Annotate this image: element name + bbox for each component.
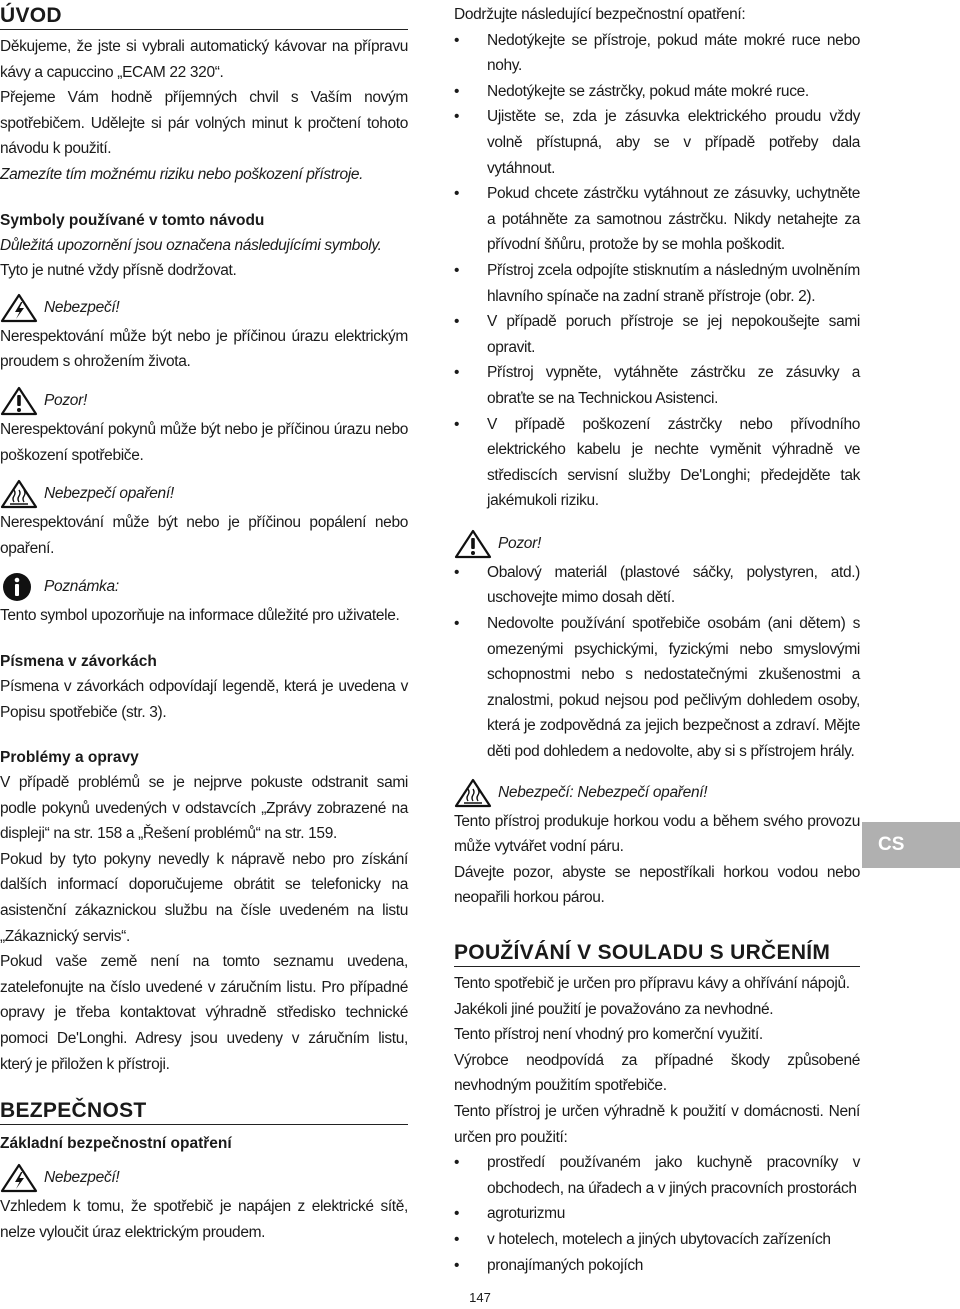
right-burn-row [454, 777, 860, 809]
bullet-icon: • [454, 185, 460, 203]
problems-heading: Problémy a opravy [0, 749, 139, 767]
list-item [454, 360, 860, 411]
danger-label: Nebezpečí! [44, 298, 120, 316]
bullet-icon: • [454, 1154, 460, 1172]
symbols-heading: Symboly používané v tomto návodu [0, 211, 265, 229]
bullet-icon: • [454, 31, 460, 49]
safety-heading: Základní bezpečnostní opatření [0, 1135, 232, 1153]
list-item [454, 412, 860, 514]
list-item [454, 79, 860, 105]
right-caution-label: Pozor! [498, 534, 541, 552]
symbols-intro: Důležitá upozornění jsou označena následujícími symboly. [0, 236, 382, 254]
uvod-paragraph-2: Přejeme Vám hodně příjemných chvil s Vaším novým spotřebičem. Udělejte si pár volných minut k pročtení tohoto návodu k použití. [0, 89, 408, 158]
bullet-icon: • [454, 1205, 460, 1223]
note-symbol-row [0, 571, 408, 603]
bullet-icon: • [454, 1230, 460, 1248]
letters-heading: Písmena v závorkách [0, 652, 157, 670]
bullet-icon: • [454, 261, 460, 279]
usage-paragraph-4: Výrobce neodpovídá za případné škody způsobené nevhodným použitím spotřebiče. [454, 1051, 860, 1095]
list-item-text: pronajímaných pokojích [487, 1256, 644, 1274]
list-item-text: Obalový materiál (plastové sáčky, polystyren, atd.) uschovejte mimo dosah dětí. [487, 563, 860, 607]
language-tab: CS [862, 822, 960, 868]
burn-text: Nerespektování může být nebo je příčinou popálení nebo opaření. [0, 514, 408, 557]
section-title-usage: POUŽÍVÁNÍ V SOULADU S URČENÍM [454, 941, 860, 967]
uvod-paragraph-1: Děkujeme, že jste si vybrali automatický kávovar na přípravu kávy a capuccino „ECAM 22 320“. [0, 38, 408, 81]
info-icon [0, 572, 38, 602]
note-label: Poznámka: [44, 578, 119, 596]
usage-paragraph-3: Tento přístroj není vhodný pro komerční využití. [454, 1026, 763, 1044]
bullet-icon: • [454, 108, 460, 126]
problems-paragraph-2: Pokud by tyto pokyny nevedly k nápravě nebo pro získání dalších informací doporučujeme obrátit se telefonicky na asistenční zákaznickou službu na čísle uvedeném na listu „Zákaznický servis“. [0, 850, 408, 945]
usage-paragraph-1: Tento spotřebič je určen pro přípravu kávy a ohřívání nápojů. [454, 975, 850, 992]
safety-danger-text: Vzhledem k tomu, že spotřebič je napájen z elektrické sítě, nelze vyloučit úraz elektrickým proudem. [0, 1198, 408, 1241]
caution-text: Nerespektování pokynů může být nebo je příčinou úrazu nebo poškození spotřebiče. [0, 420, 408, 464]
caution-icon [0, 386, 38, 416]
burn-symbol-row [0, 478, 408, 510]
list-item-text: Nedovolte používání spotřebiče osobám (ani dětem) s omezenými psychickými, fyzickými nebo smyslovými schopnostmi nebo s nedostatečnými zkušenostmi a znalostmi, pokud nejsou pod pečlivým dohledem osoby, která je zodpovědná za jejich bezpečnost a zdraví. Mějte děti pod dohledem a nedovolte, aby si s přístrojem hrály. [487, 615, 860, 761]
bullet-icon: • [454, 313, 460, 331]
list-item [454, 1201, 860, 1227]
caution-symbol-row [0, 385, 408, 417]
caution-icon [454, 529, 492, 559]
list-item-text: Nedotýkejte se přístroje, pokud máte mokré ruce nebo nohy. [487, 31, 860, 75]
problems-paragraph-3: Pokud vaše země není na tomto seznamu uvedena, zatelefonujte na číslo uvedené v záručním listu. Pro případné opravy je třeba kontaktovat výhradně středisko technické pomoci De'Longhi. Adresy jsou uvedeny v záručním listu, který je přiložen k přístroji. [0, 953, 408, 1073]
list-item-text: Přístroj zcela odpojíte stisknutím a následným uvolněním hlavního spínače na zadní straně přístroje (obr. 2). [487, 261, 860, 305]
bullet-icon: • [454, 82, 460, 100]
usage-paragraph-5: Tento přístroj je určen výhradně k použití v domácnosti. Není určen pro použití: [454, 1102, 860, 1146]
bullet-icon: • [454, 415, 460, 433]
list-item-text: Pokud chcete zástrčku vytáhnout ze zásuvky, uchytněte a potáhněte za samotnou zástrčku. Nikdy netahejte za přívodní šňůru, protože by se mohla poškodit. [487, 185, 860, 254]
danger-symbol-row [0, 292, 408, 324]
usage-list [454, 1150, 860, 1278]
section-title-safety: BEZPEČNOST [0, 1099, 408, 1125]
bullet-icon: • [454, 1256, 460, 1274]
bullet-icon: • [454, 615, 460, 633]
letters-text: Písmena v závorkách odpovídají legendě, která je uvedena v Popisu spotřebiče (str. 3). [0, 677, 408, 721]
section-title-uvod: ÚVOD [0, 4, 408, 30]
list-item [454, 28, 860, 79]
list-item [454, 611, 860, 765]
list-item-text: Ujistěte se, zda je zásuvka elektrického proudu vždy volně přístupná, aby se v případě potřeby dala vytáhnout. [487, 108, 860, 177]
list-item [454, 181, 860, 258]
safety-danger-row [0, 1162, 408, 1194]
list-item-text: v hotelech, motelech a jiných ubytovacích zařízeních [487, 1230, 831, 1248]
right-caution-row [454, 528, 860, 560]
list-item [454, 1150, 860, 1201]
page-number: 147 [469, 1290, 491, 1305]
list-item [454, 1253, 860, 1279]
problems-paragraph-1: V případě problémů se je nejprve pokuste odstranit sami podle pokynů uvedených v odstavcích „Zprávy zobrazené na displeji“ na str. 158 a „Řešení problémů“ na str. 159. [0, 774, 408, 843]
caution-label: Pozor! [44, 391, 87, 409]
note-text: Tento symbol upozorňuje na informace důležité pro uživatele. [0, 607, 400, 625]
precautions-list [454, 28, 860, 514]
precautions-intro: Dodržujte následující bezpečnostní opatření: [454, 6, 746, 23]
electric-danger-icon [0, 293, 38, 323]
usage-paragraph-2: Jakékoli jiné použití je považováno za nevhodné. [454, 1000, 774, 1018]
left-column [0, 0, 408, 1245]
hot-surface-icon [454, 778, 492, 808]
list-item [454, 560, 860, 611]
list-item [454, 258, 860, 309]
danger-text: Nerespektování může být nebo je příčinou úrazu elektrickým proudem s ohrožením života. [0, 327, 408, 371]
burn-paragraph-2: Dávejte pozor, abyste se nepostříkali horkou vodou nebo neopařili horkou párou. [454, 863, 860, 907]
electric-danger-icon [0, 1163, 38, 1193]
bullet-icon: • [454, 563, 460, 581]
list-item [454, 309, 860, 360]
list-item [454, 104, 860, 181]
list-item-text: V případě poruch přístroje se jej nepokoušejte sami opravit. [487, 313, 860, 356]
bullet-icon: • [454, 364, 460, 382]
burn-label: Nebezpečí opaření! [44, 485, 174, 503]
caution-list [454, 560, 860, 765]
list-item-text: agroturizmu [487, 1205, 565, 1223]
list-item-text: Nedotýkejte se zástrčky, pokud máte mokré ruce. [487, 82, 809, 100]
list-item-text: V případě poškození zástrčky nebo přívodního elektrického kabelu je nechte vyměnit výhradně ve střediscích servisní služby De'Longhi; předejděte tak jakémukoli riziku. [487, 415, 860, 510]
right-burn-label: Nebezpečí: Nebezpečí opaření! [498, 783, 708, 801]
hot-surface-icon [0, 479, 38, 509]
list-item [454, 1227, 860, 1253]
burn-paragraph-1: Tento přístroj produkuje horkou vodu a během svého provozu může vytvářet vodní páru. [454, 812, 860, 856]
symbols-intro-2: Tyto je nutné vždy přísně dodržovat. [0, 262, 237, 280]
list-item-text: prostředí používaném jako kuchyně pracovníky v obchodech, na úřadech a v jiných pracovních prostorách [487, 1154, 860, 1197]
uvod-paragraph-3: Zamezíte tím možnému riziku nebo poškození přístroje. [0, 165, 364, 183]
right-column [454, 0, 860, 1278]
safety-danger-label: Nebezpečí! [44, 1169, 120, 1187]
list-item-text: Přístroj vypněte, vytáhněte zástrčku ze zásuvky a obraťte se na Technickou Asistenci. [487, 364, 860, 407]
